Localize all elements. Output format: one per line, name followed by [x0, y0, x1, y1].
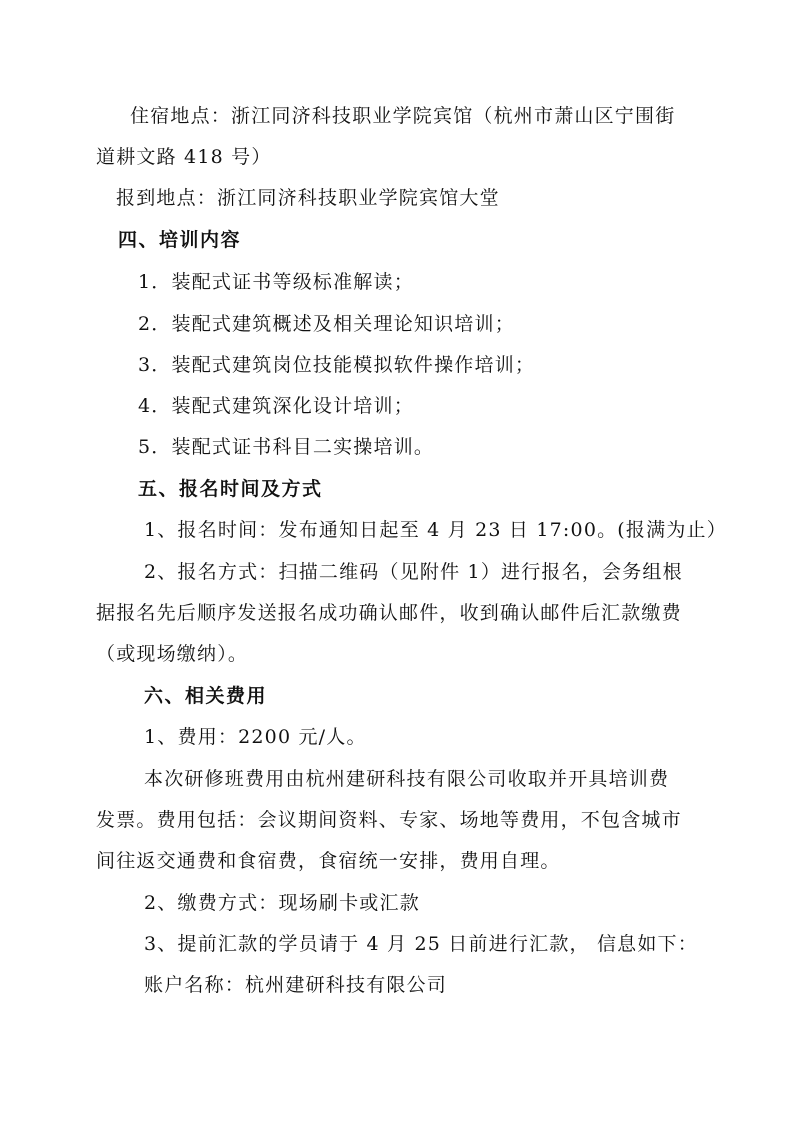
- lodging-line-1: 住宿地点：浙江同济科技职业学院宾馆（杭州市萧山区宁围街: [130, 105, 676, 127]
- list-item: 3．装配式建筑岗位技能模拟软件操作培训；: [138, 354, 536, 376]
- checkin-location: 报到地点：浙江同济科技职业学院宾馆大堂: [116, 187, 500, 209]
- advance-payment-info: 3、提前汇款的学员请于 4 月 25 日前进行汇款， 信息如下：: [144, 933, 698, 955]
- list-item: 2．装配式建筑概述及相关理论知识培训；: [138, 313, 515, 335]
- fee-amount: 1、费用：2200 元/人。: [144, 726, 367, 748]
- fee-description-line-2: 发票。费用包括：会议期间资料、专家、场地等费用，不包含城市: [96, 809, 682, 831]
- fee-description-line-3: 间往返交通费和食宿费，食宿统一安排，费用自理。: [96, 850, 561, 872]
- payment-method: 2、缴费方式：现场刷卡或汇款: [144, 892, 420, 914]
- fee-description-line-1: 本次研修班费用由杭州建研科技有限公司收取并开具培训费: [144, 768, 670, 790]
- list-item: 1．装配式证书等级标准解读；: [138, 271, 414, 293]
- list-item: 4．装配式建筑深化设计培训；: [138, 395, 414, 417]
- registration-method-line-2: 据报名先后顺序发送报名成功确认邮件，收到确认邮件后汇款缴费: [96, 602, 682, 624]
- registration-method-line-1: 2、报名方式：扫描二维码（见附件 1）进行报名，会务组根: [144, 561, 683, 583]
- list-item: 5．装配式证书科目二实操培训。: [138, 436, 435, 458]
- registration-time: 1、报名时间：发布通知日起至 4 月 23 日 17:00。(报满为止）: [144, 519, 727, 541]
- section-heading-fees: 六、相关费用: [144, 685, 268, 707]
- section-heading-training-content: 四、培训内容: [118, 229, 242, 251]
- section-heading-registration: 五、报名时间及方式: [138, 478, 323, 500]
- account-name: 账户名称：杭州建研科技有限公司: [144, 974, 448, 996]
- registration-method-line-3: （或现场缴纳）。: [96, 643, 249, 665]
- lodging-line-2: 道耕文路 418 号）: [96, 146, 272, 168]
